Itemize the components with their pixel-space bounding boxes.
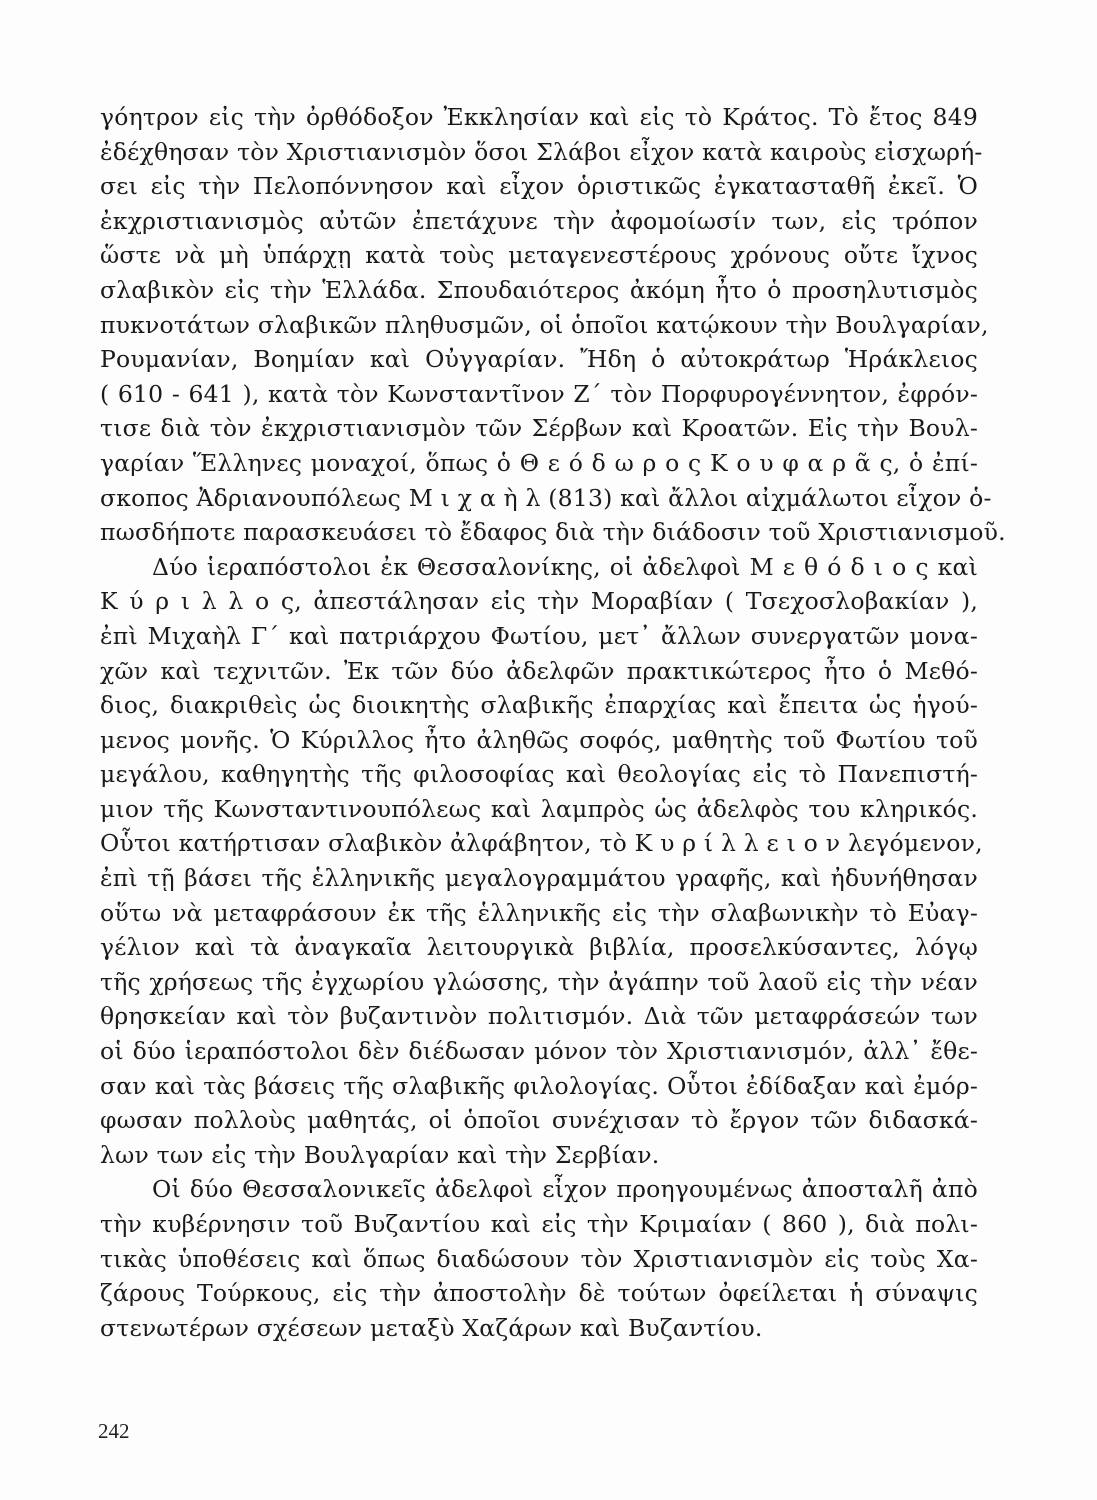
text-line: σλαβικὸν εἰς τὴν Ἑλλάδα. Σπουδαιότερος ἀκόμη ἦτο ὁ προσηλυτισμὸς	[100, 275, 978, 304]
text-line: στενωτέρων σχέσεων μεταξὺ Χαζάρων καὶ Βυζαντίου.	[100, 1313, 763, 1342]
text-line: τῆς χρήσεως τῆς ἐγχωρίου γλώσσης, τὴν ἀγάπην τοῦ λαοῦ εἰς τὴν νέαν	[100, 967, 978, 996]
text-line: σκοπος Ἀδριανουπόλεως Μ ι χ α ὴ λ (813) καὶ ἄλλοι αἰχμάλωτοι εἶχον ὁ-	[100, 483, 992, 512]
page-number: 242	[98, 1419, 130, 1443]
text-line: ἐκχριστιανισμὸς αὐτῶν ἐπετάχυνε τὴν ἀφομοίωσίν των, εἰς τρόπον	[100, 206, 978, 235]
text-line: πυκνοτάτων σλαβικῶν πληθυσμῶν, οἱ ὁποῖοι κατῴκουν τὴν Βουλγαρίαν,	[100, 310, 989, 339]
text-line: ἐδέχθησαν τὸν Χριστιανισμὸν ὅσοι Σλάβοι εἶχον κατὰ καιροὺς εἰσχωρή-	[100, 137, 983, 166]
text-line: σει εἰς τὴν Πελοπόννησον καὶ εἶχον ὁριστικῶς ἐγκατασταθῆ ἐκεῖ. Ὁ	[100, 172, 978, 201]
text-line: γαρίαν Ἕλληνες μοναχοί, ὅπως ὁ Θ ε ό δ ω ρ ο ς Κ ο υ φ α ρ ᾶ ς, ὁ ἐπί-	[100, 448, 978, 477]
text-line: γόητρον εἰς τὴν ὀρθόδοξον Ἐκκλησίαν καὶ εἰς τὸ Κράτος. Τὸ ἔτος 849	[100, 103, 978, 131]
text-line: οὕτω νὰ μεταφράσουν ἐκ τῆς ἑλληνικῆς εἰς τὴν σλαβωνικὴν τὸ Εὐαγ-	[100, 898, 978, 927]
text-line: ἐπὶ τῇ βάσει τῆς ἑλληνικῆς μεγαλογραμμάτου γραφῆς, καὶ ἠδυνήθησαν	[100, 864, 978, 893]
text-line: τισε διὰ τὸν ἐκχριστιανισμὸν τῶν Σέρβων καὶ Κροατῶν. Εἰς τὴν Βουλ-	[100, 414, 978, 443]
text-line: Οἱ δύο Θεσσαλονικεῖς ἀδελφοὶ εἶχον προηγουμένως ἀποσταλῆ ἀπὸ	[152, 1175, 978, 1204]
text-line: Κ ύ ρ ι λ λ ο ς, ἀπεστάλησαν εἰς τὴν Μοραβίαν ( Τσεχοσλοβακίαν ),	[100, 587, 978, 616]
text-line: Δύο ἱεραπόστολοι ἐκ Θεσσαλονίκης, οἱ ἀδελφοὶ Μ ε θ ό δ ι ο ς καὶ	[152, 552, 978, 581]
paragraph-3	[100, 1172, 978, 1345]
paragraph-1	[100, 100, 1006, 550]
text-line: θρησκείαν καὶ τὸν βυζαντινὸν πολιτισμόν. Διὰ τῶν μεταφράσεών των	[100, 1002, 978, 1031]
paragraph-2	[100, 550, 983, 1173]
text-line: τὴν κυβέρνησιν τοῦ Βυζαντίου καὶ εἰς τὴν Κριμαίαν ( 860 ), διὰ πολι-	[100, 1210, 978, 1238]
text-line: διος, διακριθεὶς ὡς διοικητὴς σλαβικῆς ἐπαρχίας καὶ ἔπειτα ὡς ἡγού-	[100, 691, 978, 720]
text-line: Ρουμανίαν, Βοημίαν καὶ Οὐγγαρίαν. Ἤδη ὁ αὐτοκράτωρ Ἡράκλειος	[100, 345, 978, 374]
text-line: πωσδήποτε παρασκευάσει τὸ ἔδαφος διὰ τὴν διάδοσιν τοῦ Χριστιανισμοῦ.	[100, 518, 1006, 547]
text-line: Οὗτοι κατήρτισαν σλαβικὸν ἀλφάβητον, τὸ Κ υ ρ ί λ λ ε ι ο ν λεγόμενον,	[100, 829, 983, 858]
text-line: χῶν καὶ τεχνιτῶν. Ἐκ τῶν δύο ἀδελφῶν πρακτικώτερος ἦτο ὁ Μεθό-	[100, 656, 978, 685]
text-line: γέλιον καὶ τὰ ἀναγκαῖα λειτουργικὰ βιβλία, προσελκύσαντες, λόγῳ	[100, 933, 978, 962]
text-line: μενος μονῆς. Ὁ Κύριλλος ἦτο ἀληθῶς σοφός, μαθητὴς τοῦ Φωτίου τοῦ	[100, 725, 978, 754]
text-line: μεγάλου, καθηγητὴς τῆς φιλοσοφίας καὶ θεολογίας εἰς τὸ Πανεπιστή-	[100, 760, 978, 789]
text-line: μιον τῆς Κωνσταντινουπόλεως καὶ λαμπρὸς ὡς ἀδελφὸς του κληρικός.	[100, 794, 978, 823]
text-line: ( 610 - 641 ), κατὰ τὸν Κωνσταντῖνον Ζ΄ τὸν Πορφυρογέννητον, ἐφρόν-	[100, 379, 978, 408]
text-line: ἐπὶ Μιχαὴλ Γ΄ καὶ πατριάρχου Φωτίου, μετ᾽ ἄλλων συνεργατῶν μονα-	[100, 621, 978, 650]
text-line: τικὰς ὑποθέσεις καὶ ὅπως διαδώσουν τὸν Χριστιανισμὸν εἰς τοὺς Χα-	[100, 1244, 978, 1273]
body-text	[100, 100, 1006, 1345]
text-line: ὥστε νὰ μὴ ὑπάρχῃ κατὰ τοὺς μεταγενεστέρους χρόνους οὔτε ἴχνος	[100, 241, 978, 270]
text-line: οἱ δύο ἱεραπόστολοι δὲν διέδωσαν μόνον τὸν Χριστιανισμόν, ἀλλ᾽ ἔθε-	[100, 1037, 978, 1066]
text-line: σαν καὶ τὰς βάσεις τῆς σλαβικῆς φιλολογίας. Οὗτοι ἐδίδαξαν καὶ ἐμόρ-	[100, 1071, 978, 1100]
text-line: ζάρους Τούρκους, εἰς τὴν ἀποστολὴν δὲ τούτων ὀφείλεται ἡ σύναψις	[100, 1279, 978, 1308]
text-line: λων των εἰς τὴν Βουλγαρίαν καὶ τὴν Σερβίαν.	[100, 1140, 660, 1169]
text-line: φωσαν πολλοὺς μαθητάς, οἱ ὁποῖοι συνέχισαν τὸ ἔργον τῶν διδασκά-	[100, 1106, 978, 1135]
